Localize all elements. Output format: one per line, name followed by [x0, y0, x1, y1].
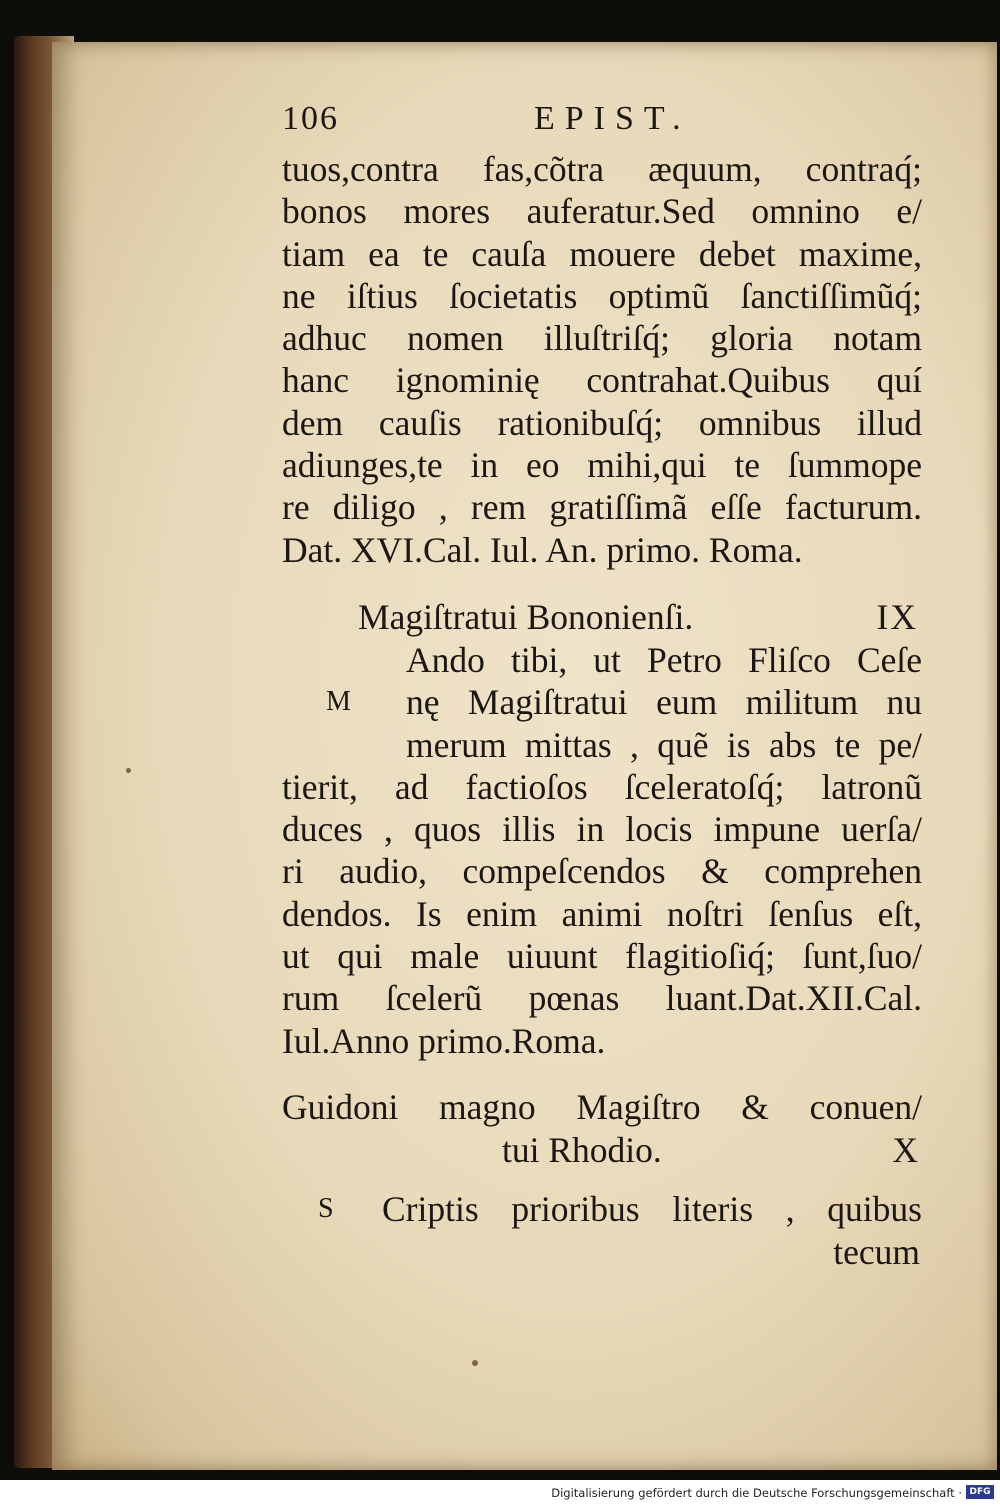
- text-line: rum ſcelerũ pœnas luant.Dat.XII.Cal.: [282, 978, 922, 1019]
- initial-line: [282, 681, 922, 723]
- guide-letter: S: [318, 1193, 335, 1225]
- letter-heading-cont: [282, 1128, 922, 1172]
- letter-addressee: Magiſtratui Bononienſi.: [358, 596, 694, 637]
- text-line: re diligo , rem gratiſſimã eſſe facturum.: [282, 487, 922, 528]
- page-number: 106: [282, 100, 339, 137]
- text-line: hanc ignominię contrahat.Quibus quí: [282, 360, 922, 401]
- text-line: merum mittas , quẽ is abs te pe/: [406, 724, 922, 765]
- text-line: Dat. XVI.Cal. Iul. An. primo. Roma.: [282, 529, 803, 570]
- digitization-footer: [0, 1480, 1000, 1505]
- dfg-logo: DFG: [966, 1485, 994, 1499]
- letter-10: [282, 1086, 922, 1273]
- text-line: dem cauſis rationibuſq́; omnibus illud: [282, 402, 922, 443]
- text-line: tierit, ad factioſos ſceleratoſq́; latronũ: [282, 766, 922, 807]
- text-line: nę Magiſtratui eum militum nu: [406, 682, 922, 723]
- running-header: [282, 98, 922, 148]
- initial-line: [282, 1188, 922, 1230]
- text-line: tuos,contra fas,cõtra æquum, contraq́;: [282, 149, 922, 189]
- paper-speck: [126, 768, 131, 773]
- text-line: Criptis prioribus literis , quibus: [382, 1189, 922, 1230]
- letter-9: [282, 595, 922, 1062]
- funding-credit: Digitalisierung gefördert durch die Deutsche Forschungsgemeinschaft ·: [551, 1486, 962, 1500]
- text-line: Ando tibi, ut Petro Fliſco Ceſe: [406, 639, 922, 680]
- letter-number: X: [892, 1130, 918, 1171]
- letter-heading: Guidoni magno Magiſtro & conuen/: [282, 1086, 922, 1127]
- text-line: bonos mores auferatur.Sed omnino e/: [282, 191, 922, 232]
- text-line: adiunges,te in eo mihi,qui te ſummope: [282, 445, 922, 486]
- text-line: adhuc nomen illuſtriſq́; gloria notam: [282, 318, 922, 359]
- text-line: ne iſtius ſocietatis optimũ ſanctiſſimũq́;: [282, 275, 922, 316]
- text-line: tiam ea te cauſa mouere debet maxime,: [282, 233, 922, 274]
- text-line: ut qui male uiuunt flagitioſiq́; ſunt,ſuo/: [282, 936, 922, 977]
- guide-letter: M: [326, 686, 352, 718]
- catchword: tecum: [833, 1231, 920, 1272]
- letter-addressee: tui Rhodio.: [502, 1130, 662, 1171]
- letter-heading: [282, 595, 922, 639]
- letter-8-continuation: [282, 148, 922, 571]
- text-line: ri audio, compeſcendos & comprehen: [282, 851, 922, 892]
- letter-number: IX: [876, 596, 918, 637]
- page-text: [282, 98, 922, 1273]
- text-line: Iul.Anno primo.Roma.: [282, 1020, 606, 1061]
- running-title: EPIST.: [534, 100, 691, 137]
- text-line: duces , quos illis in locis impune uerſa/: [282, 809, 922, 850]
- text-line: dendos. Is enim animi noſtri ſenſus eſt,: [282, 893, 922, 934]
- paper-speck: [472, 1360, 478, 1366]
